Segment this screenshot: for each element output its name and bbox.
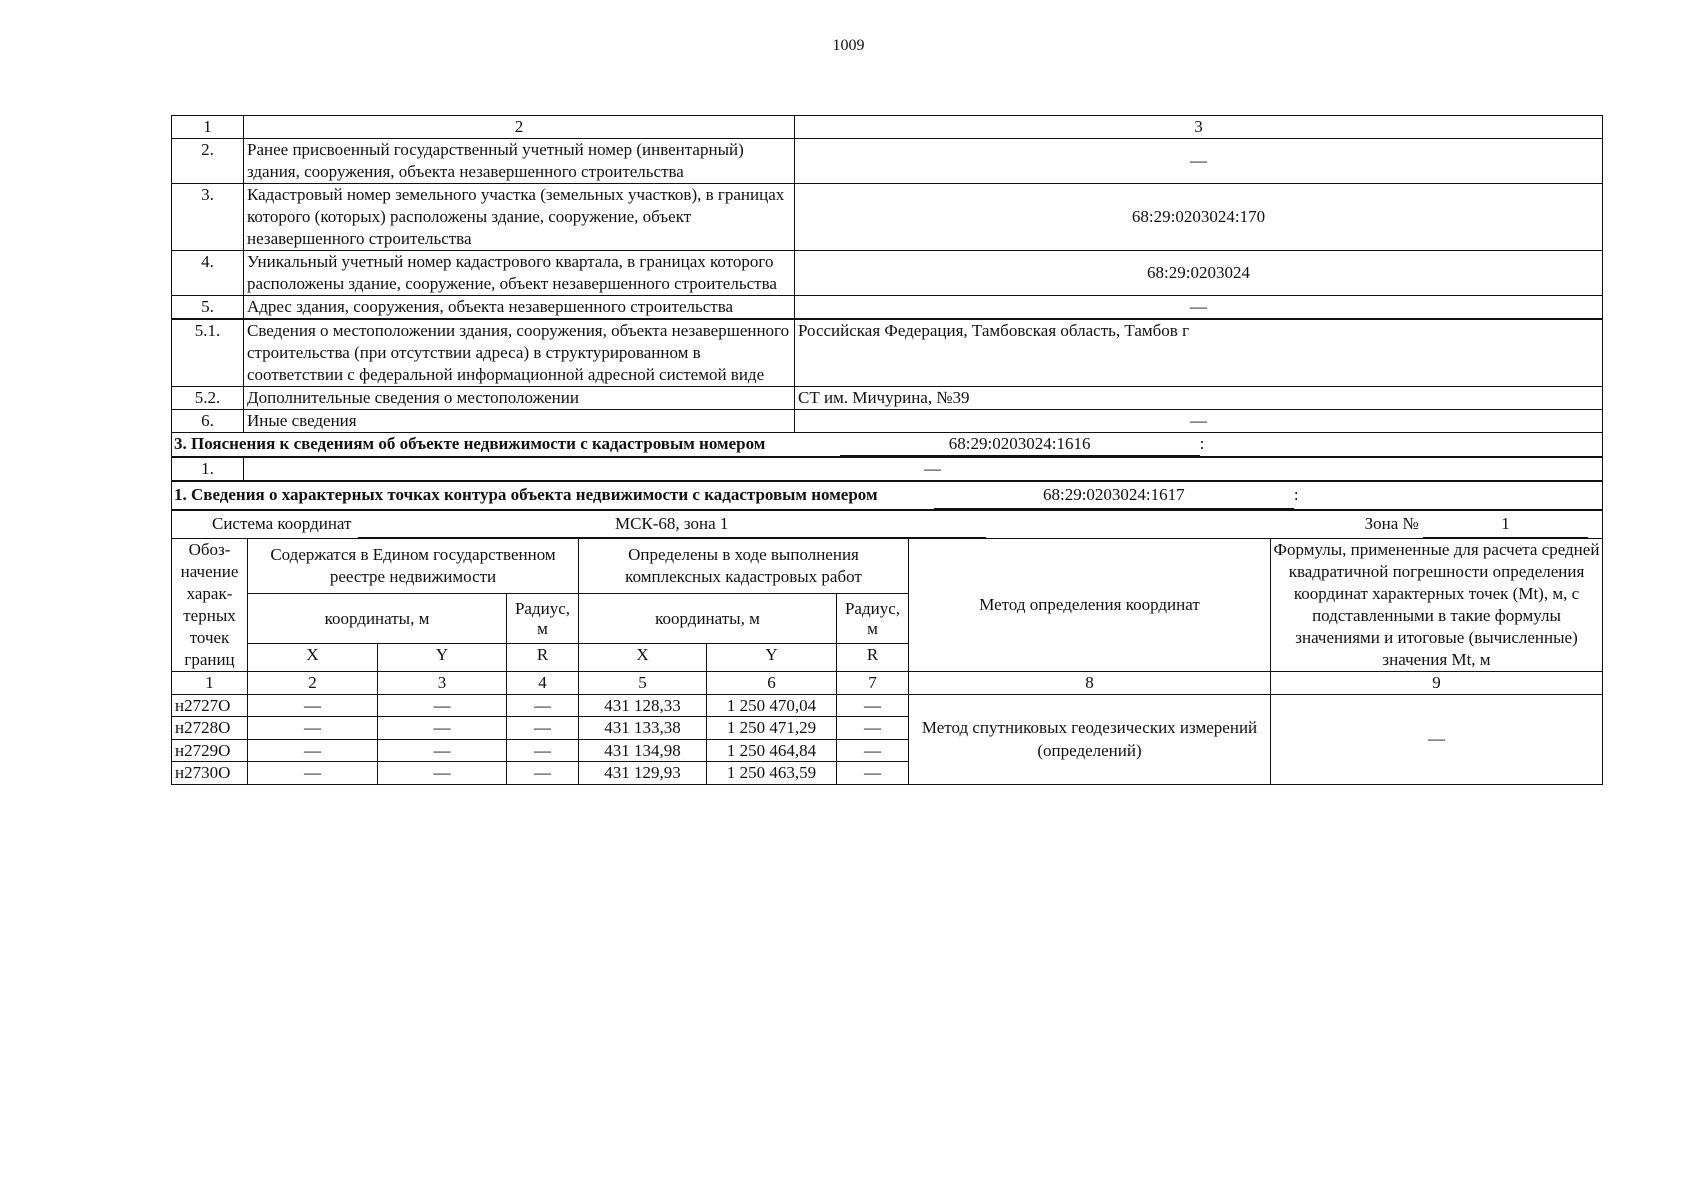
- row-value: 68:29:0203024: [795, 251, 1603, 296]
- egrn-r: —: [507, 717, 579, 740]
- column-number-row: [172, 672, 1603, 695]
- header-r: R: [507, 644, 579, 672]
- egrn-r: —: [507, 739, 579, 762]
- complex-y: 1 250 470,04: [707, 694, 837, 717]
- table-row: [172, 319, 1603, 387]
- section1-colon: :: [1293, 485, 1299, 504]
- egrn-x: —: [248, 739, 378, 762]
- section3-title: 3. Пояснения к сведениям об объекте недвижимости с кадастровым номером: [174, 434, 766, 453]
- row-number: 6.: [172, 410, 244, 433]
- header-radius: Радиус, м: [507, 594, 579, 644]
- table-row: [172, 184, 1603, 251]
- complex-x: 431 133,38: [579, 717, 707, 740]
- column-number: 1: [172, 672, 248, 695]
- section1-cadastral-number: 68:29:0203024:1617: [934, 482, 1294, 509]
- row-number: 1.: [172, 457, 244, 481]
- header-coordinates: координаты, м: [579, 594, 837, 644]
- complex-x: 431 134,98: [579, 739, 707, 762]
- table-row: [172, 251, 1603, 296]
- table-row: [172, 387, 1603, 410]
- row-value: —: [795, 139, 1603, 184]
- building-info-table: [171, 115, 1603, 538]
- header-x: X: [579, 644, 707, 672]
- row-label: Кадастровый номер земельного участка (земельных участков), в границах которого (которых) расположены здание, сооружение, объект незавершенного строительства: [244, 184, 795, 251]
- section3-colon: :: [1199, 434, 1205, 453]
- coord-system-label: Система координат: [212, 514, 352, 533]
- table-row: [172, 694, 1603, 717]
- header-y: Y: [707, 644, 837, 672]
- header-x: X: [248, 644, 378, 672]
- coord-system-row: [172, 510, 1603, 538]
- document-body: [171, 115, 1603, 785]
- row-number: 2.: [172, 139, 244, 184]
- row-number: 4.: [172, 251, 244, 296]
- egrn-y: —: [378, 739, 507, 762]
- egrn-y: —: [378, 717, 507, 740]
- egrn-r: —: [507, 762, 579, 785]
- point-id: н2729О: [172, 739, 248, 762]
- header-complex-works: Определены в ходе выполнения комплексных кадастровых работ: [579, 539, 909, 594]
- row-value: 68:29:0203024:170: [795, 184, 1603, 251]
- column-number: 7: [837, 672, 909, 695]
- complex-y: 1 250 471,29: [707, 717, 837, 740]
- section1-title: 1. Сведения о характерных точках контура объекта недвижимости с кадастровым номером: [174, 485, 878, 504]
- header-row-1: [172, 539, 1603, 594]
- complex-r: —: [837, 762, 909, 785]
- header-cell: 2: [244, 116, 795, 139]
- row-label: Дополнительные сведения о местоположении: [244, 387, 795, 410]
- header-egrn: Содержатся в Едином государственном реестре недвижимости: [248, 539, 579, 594]
- row-label: Иные сведения: [244, 410, 795, 433]
- complex-y: 1 250 464,84: [707, 739, 837, 762]
- section1-title-row: [172, 481, 1603, 510]
- complex-r: —: [837, 739, 909, 762]
- row-value: —: [795, 296, 1603, 320]
- section3-title-row: [172, 433, 1603, 458]
- zone-value: 1: [1423, 511, 1588, 538]
- egrn-x: —: [248, 717, 378, 740]
- column-number: 4: [507, 672, 579, 695]
- complex-x: 431 129,93: [579, 762, 707, 785]
- header-designation: Обоз-начение харак-терных точек границ: [172, 539, 248, 672]
- table-header-row: [172, 116, 1603, 139]
- method-value: Метод спутниковых геодезических измерений (определений): [909, 694, 1271, 784]
- column-number: 5: [579, 672, 707, 695]
- column-number: 8: [909, 672, 1271, 695]
- header-radius: Радиус, м: [837, 594, 909, 644]
- table-row: [172, 410, 1603, 433]
- column-number: 3: [378, 672, 507, 695]
- egrn-y: —: [378, 762, 507, 785]
- formula-value: —: [1271, 694, 1603, 784]
- header-y: Y: [378, 644, 507, 672]
- row-number: 5.: [172, 296, 244, 320]
- complex-r: —: [837, 694, 909, 717]
- complex-x: 431 128,33: [579, 694, 707, 717]
- row-label: Сведения о местоположении здания, сооружения, объекта незавершенного строительства (при отсутствии адреса) в структурированном в соответствии с федеральной информационной адресной системой виде: [244, 319, 795, 387]
- row-value: —: [795, 410, 1603, 433]
- column-number: 2: [248, 672, 378, 695]
- header-method: Метод определения координат: [909, 539, 1271, 672]
- section3-row: [172, 457, 1603, 481]
- row-label: Уникальный учетный номер кадастрового квартала, в границах которого расположены здание, сооружение, объект незавершенного строительства: [244, 251, 795, 296]
- zone-label: Зона №: [1364, 514, 1419, 533]
- row-number: 3.: [172, 184, 244, 251]
- egrn-x: —: [248, 762, 378, 785]
- boundary-points-table: [171, 538, 1603, 785]
- complex-r: —: [837, 717, 909, 740]
- table-row: [172, 139, 1603, 184]
- point-id: н2728О: [172, 717, 248, 740]
- header-formulas: Формулы, примененные для расчета средней квадратичной погрешности определения координат характерных точек (Mt), м, с подставленными в такие формулы значениями и итоговые (вычисленные) значения Mt, м: [1271, 539, 1603, 672]
- coord-system-value: МСК-68, зона 1: [358, 511, 986, 538]
- row-label: Ранее присвоенный государственный учетный номер (инвентарный) здания, сооружения, объекта незавершенного строительства: [244, 139, 795, 184]
- row-label: Адрес здания, сооружения, объекта незавершенного строительства: [244, 296, 795, 320]
- section3-cadastral-number: 68:29:0203024:1616: [840, 433, 1200, 456]
- row-value: Российская Федерация, Тамбовская область, Тамбов г: [795, 319, 1603, 387]
- point-id: н2727О: [172, 694, 248, 717]
- table-row: [172, 296, 1603, 320]
- row-number: 5.2.: [172, 387, 244, 410]
- header-cell: 3: [795, 116, 1603, 139]
- header-coordinates: координаты, м: [248, 594, 507, 644]
- egrn-y: —: [378, 694, 507, 717]
- page-number: 1009: [832, 37, 865, 54]
- row-value: —: [244, 457, 1603, 481]
- egrn-x: —: [248, 694, 378, 717]
- row-value: СТ им. Мичурина, №39: [795, 387, 1603, 410]
- header-r: R: [837, 644, 909, 672]
- column-number: 6: [707, 672, 837, 695]
- point-id: н2730О: [172, 762, 248, 785]
- egrn-r: —: [507, 694, 579, 717]
- row-number: 5.1.: [172, 319, 244, 387]
- header-cell: 1: [172, 116, 244, 139]
- column-number: 9: [1271, 672, 1603, 695]
- complex-y: 1 250 463,59: [707, 762, 837, 785]
